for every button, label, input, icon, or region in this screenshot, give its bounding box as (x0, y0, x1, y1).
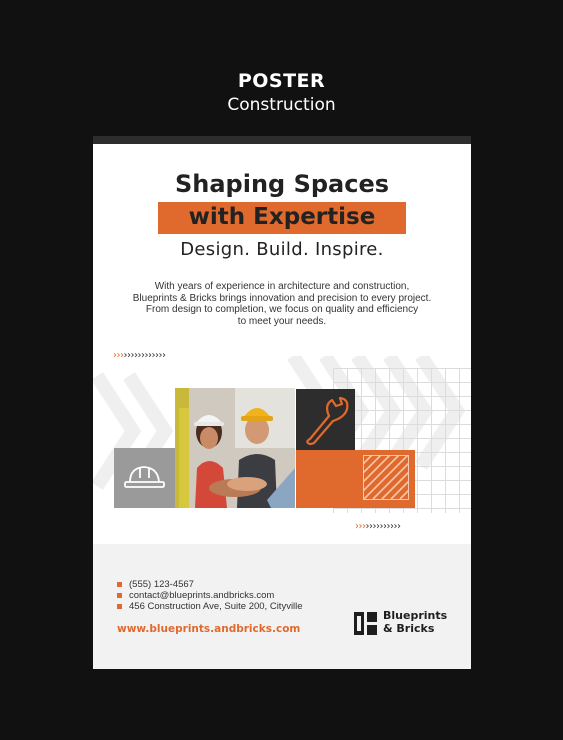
poster-top-bar (93, 136, 471, 144)
intro-line: With years of experience in architecture and construction, (154, 281, 410, 292)
phone-text: (555) 123-4567 (129, 579, 194, 590)
intro-paragraph (117, 281, 447, 327)
brand-name-line-2: & Bricks (383, 621, 435, 635)
wrench-icon (296, 389, 355, 450)
intro-line: Blueprints & Bricks brings innovation and precision to every project. (132, 292, 432, 304)
hard-hat-icon (114, 448, 175, 508)
wrench-tile (296, 389, 355, 450)
email-text: contact@blueprints.andbricks.com (129, 590, 275, 601)
website-link: www.blueprints.andbricks.com (117, 623, 301, 635)
bullet-icon (117, 604, 122, 609)
tagline: Design. Build. Inspire. (180, 239, 384, 260)
page-subtitle: Construction (227, 95, 336, 115)
intro-line: From design to completion, we focus on quality and efficiency (145, 304, 419, 315)
chevron-arrows-icon: ››››››››››››› (355, 521, 401, 532)
bullet-icon (117, 582, 122, 587)
hard-hat-tile (114, 448, 175, 508)
headline-line-1: Shaping Spaces (174, 170, 390, 198)
poster (93, 136, 471, 669)
hatch-pattern (363, 455, 409, 500)
contact-address (117, 601, 303, 612)
chevron-arrows-icon: ››››››››››››››› (113, 350, 166, 361)
contact-phone (117, 579, 194, 590)
team-photo (175, 388, 295, 508)
brand-name-line-1: Blueprints (383, 609, 448, 622)
brand-logo-icon (354, 612, 377, 635)
intro-line: to meet your needs. (237, 315, 327, 327)
page-title: POSTER (237, 70, 326, 92)
bullet-icon (117, 593, 122, 598)
poster-footer (93, 544, 471, 669)
brand-name (383, 610, 447, 635)
address-text: 456 Construction Ave, Suite 200, Cityville (129, 601, 303, 612)
contact-email (117, 590, 274, 601)
team-photo-illustration (175, 388, 295, 508)
headline-line-2: with Expertise (188, 204, 376, 230)
